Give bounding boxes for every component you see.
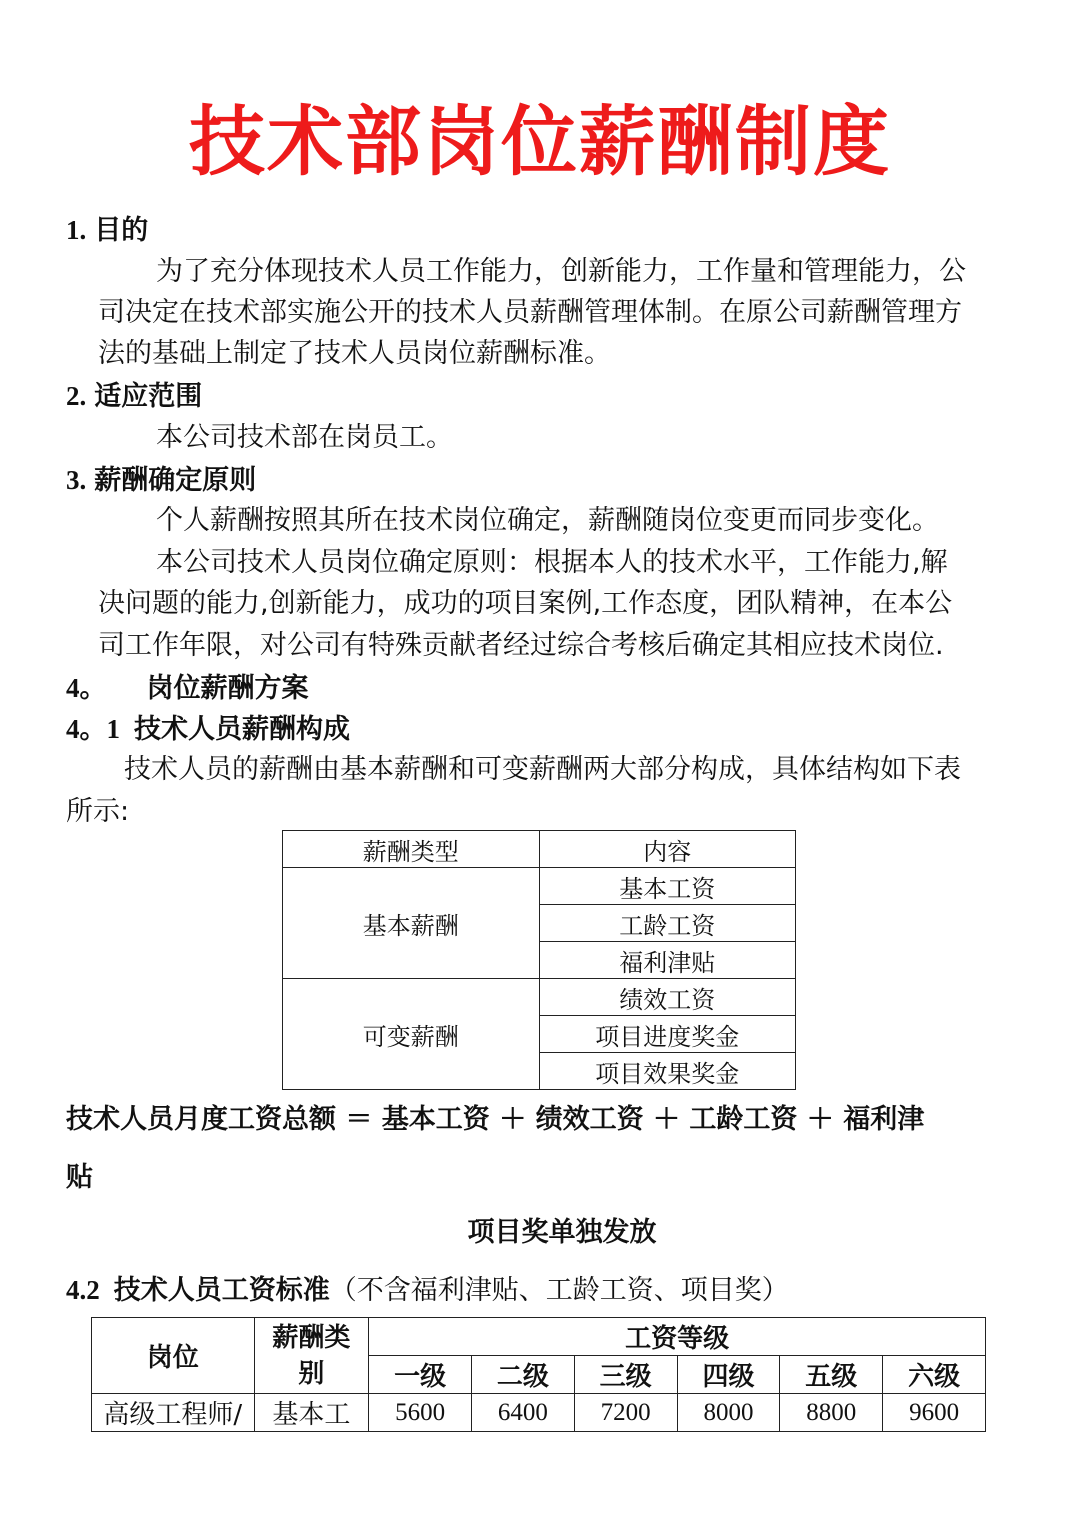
salary-type-cell: 基本薪酬 bbox=[283, 868, 540, 979]
table-row bbox=[283, 979, 796, 1016]
section-1-heading bbox=[66, 210, 148, 251]
salary-value-cell: 9600 bbox=[883, 1394, 986, 1432]
salary-value-cell: 7200 bbox=[574, 1394, 677, 1432]
salary-standard-table bbox=[91, 1317, 986, 1432]
section-4-1-heading bbox=[66, 709, 350, 750]
section-4-2-heading bbox=[66, 1270, 789, 1311]
paragraph-line: 为了充分体现技术人员工作能力，创新能力，工作量和管理能力，公 bbox=[156, 256, 966, 287]
salary-item-cell: 绩效工资 bbox=[539, 979, 796, 1016]
section-title: 目的 bbox=[94, 215, 149, 246]
salary-value-cell: 5600 bbox=[369, 1394, 472, 1432]
table-header-row bbox=[92, 1318, 986, 1356]
paragraph-line: 本公司技术部在岗员工。 bbox=[156, 422, 453, 453]
document-title: 技术部岗位薪酬制度 bbox=[189, 97, 891, 186]
salary-item-cell: 工龄工资 bbox=[539, 905, 796, 942]
position-cell: 高级工程师/ bbox=[92, 1394, 255, 1432]
section-number: 2. bbox=[66, 381, 87, 411]
table-row bbox=[283, 868, 796, 905]
bonus-note: 项目奖单独发放 bbox=[467, 1217, 657, 1248]
salary-value-cell: 8000 bbox=[677, 1394, 780, 1432]
section-number: 1. bbox=[66, 215, 87, 245]
paragraph-line: 个人薪酬按照其所在技术岗位确定，薪酬随岗位变更而同步变化。 bbox=[156, 505, 939, 536]
category-cell: 基本工 bbox=[254, 1394, 369, 1432]
salary-value-cell: 8800 bbox=[780, 1394, 883, 1432]
paragraph-line: 决问题的能力,创新能力，成功的项目案例,工作态度，团队精神，在本公 bbox=[98, 588, 953, 619]
category-header-line: 别 bbox=[298, 1358, 325, 1389]
section-number: 3. bbox=[66, 465, 87, 495]
salary-item-cell: 项目效果奖金 bbox=[539, 1053, 796, 1090]
paragraph-line: 所示: bbox=[66, 796, 130, 827]
table-row bbox=[92, 1394, 986, 1432]
section-number: 4.2 bbox=[66, 1275, 100, 1305]
table-header-row bbox=[283, 831, 796, 868]
table-header-cell: 内容 bbox=[539, 831, 796, 868]
paragraph-line: 技术人员的薪酬由基本薪酬和可变薪酬两大部分构成，具体结构如下表 bbox=[124, 754, 961, 785]
paragraph-line: 司决定在技术部实施公开的技术人员薪酬管理体制。在原公司薪酬管理方 bbox=[98, 297, 962, 328]
level-header-cell: 一级 bbox=[369, 1356, 472, 1394]
section-note: （不含福利津贴、工龄工资、项目奖） bbox=[329, 1275, 789, 1306]
level-header-cell: 二级 bbox=[471, 1356, 574, 1394]
section-title: 岗位薪酬方案 bbox=[146, 673, 309, 704]
section-number: 4。 bbox=[66, 673, 107, 703]
salary-item-cell: 福利津贴 bbox=[539, 942, 796, 979]
level-header-cell: 六级 bbox=[883, 1356, 986, 1394]
section-3-heading bbox=[66, 460, 256, 501]
section-title: 技术人员工资标准 bbox=[113, 1275, 330, 1306]
category-header-line: 薪酬类 bbox=[272, 1322, 351, 1353]
salary-item-cell: 基本工资 bbox=[539, 868, 796, 905]
table-header-cell: 薪酬类型 bbox=[283, 831, 540, 868]
salary-structure-table bbox=[282, 830, 796, 1090]
level-header-cell: 四级 bbox=[677, 1356, 780, 1394]
section-4-heading bbox=[66, 668, 309, 709]
salary-formula-line-2: 贴 bbox=[66, 1162, 93, 1193]
position-header-cell: 岗位 bbox=[92, 1318, 255, 1394]
paragraph-line: 法的基础上制定了技术人员岗位薪酬标准。 bbox=[98, 338, 611, 369]
section-number: 4。1 bbox=[66, 714, 120, 744]
paragraph-line: 本公司技术人员岗位确定原则：根据本人的技术水平，工作能力,解 bbox=[156, 547, 948, 578]
salary-value-cell: 6400 bbox=[471, 1394, 574, 1432]
level-header-cell: 三级 bbox=[574, 1356, 677, 1394]
section-title: 技术人员薪酬构成 bbox=[134, 714, 350, 745]
section-title: 适应范围 bbox=[94, 381, 203, 412]
category-header-cell bbox=[254, 1318, 369, 1394]
salary-type-cell: 可变薪酬 bbox=[283, 979, 540, 1090]
salary-formula-line-1: 技术人员月度工资总额 ＝ 基本工资 ＋ 绩效工资 ＋ 工龄工资 ＋ 福利津 bbox=[66, 1104, 925, 1135]
section-title: 薪酬确定原则 bbox=[94, 465, 257, 496]
section-2-heading bbox=[66, 376, 202, 417]
level-group-header-cell: 工资等级 bbox=[369, 1318, 986, 1356]
paragraph-line: 司工作年限，对公司有特殊贡献者经过综合考核后确定其相应技术岗位. bbox=[98, 630, 944, 661]
salary-item-cell: 项目进度奖金 bbox=[539, 1016, 796, 1053]
level-header-cell: 五级 bbox=[780, 1356, 883, 1394]
